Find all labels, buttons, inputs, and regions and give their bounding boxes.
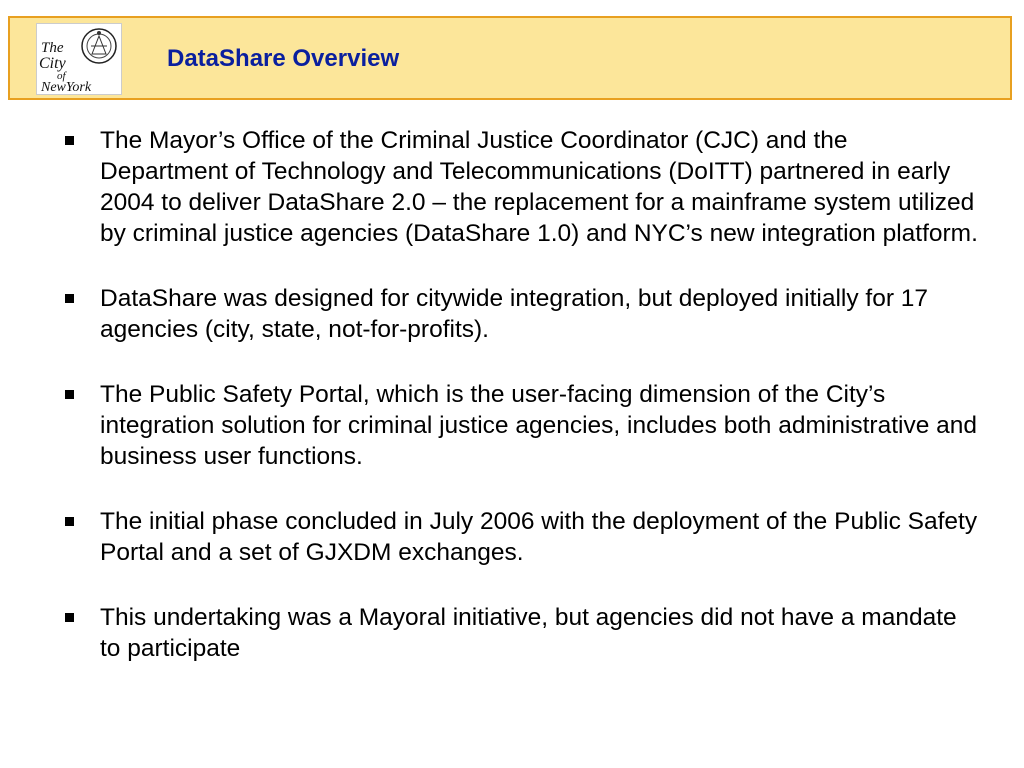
bullet-text: The initial phase concluded in July 2006 with the deployment of the Public Safety Portal and a set of GJXDM exchanges. bbox=[100, 508, 978, 566]
svg-text:City: City bbox=[39, 55, 66, 72]
city-of-new-york-logo bbox=[36, 23, 122, 95]
square-bullet-icon bbox=[65, 136, 74, 145]
square-bullet-icon bbox=[65, 294, 74, 303]
svg-text:The: The bbox=[41, 40, 64, 56]
svg-text:NewYork: NewYork bbox=[41, 80, 92, 94]
bullet-item-citywide-integration bbox=[62, 283, 982, 345]
bullet-item-public-safety-portal bbox=[62, 379, 982, 472]
bullet-text: The Mayor’s Office of the Criminal Justice Coordinator (CJC) and the Department of Technology and Telecommunications (DoITT) partnered in early 2004 to deliver DataShare 2.0 – the replacement for a mainframe system utilized by criminal justice agencies (DataShare 1.0) and NYC’s new integration platform. bbox=[100, 127, 978, 247]
page-title: DataShare Overview bbox=[167, 45, 400, 72]
square-bullet-icon bbox=[65, 613, 74, 622]
svg-text:of: of bbox=[57, 70, 66, 82]
bullet-item-cjc-doitt bbox=[62, 125, 982, 249]
bullet-text: The Public Safety Portal, which is the user-facing dimension of the City’s integration solution for criminal justice agencies, includes both administrative and business user functions. bbox=[100, 381, 978, 470]
bullet-text: This undertaking was a Mayoral initiative, but agencies did not have a mandate to participate bbox=[100, 604, 957, 662]
bullet-text: DataShare was designed for citywide integration, but deployed initially for 17 agencies (city, state, not-for-profits). bbox=[100, 285, 929, 343]
nyc-seal-icon bbox=[37, 24, 121, 94]
square-bullet-icon bbox=[65, 390, 74, 399]
bullet-item-mayoral-initiative bbox=[62, 602, 982, 664]
bullet-list bbox=[62, 125, 982, 664]
bullet-list-container bbox=[62, 125, 982, 698]
square-bullet-icon bbox=[65, 517, 74, 526]
bullet-item-initial-phase bbox=[62, 506, 982, 568]
header-banner bbox=[8, 16, 1012, 100]
